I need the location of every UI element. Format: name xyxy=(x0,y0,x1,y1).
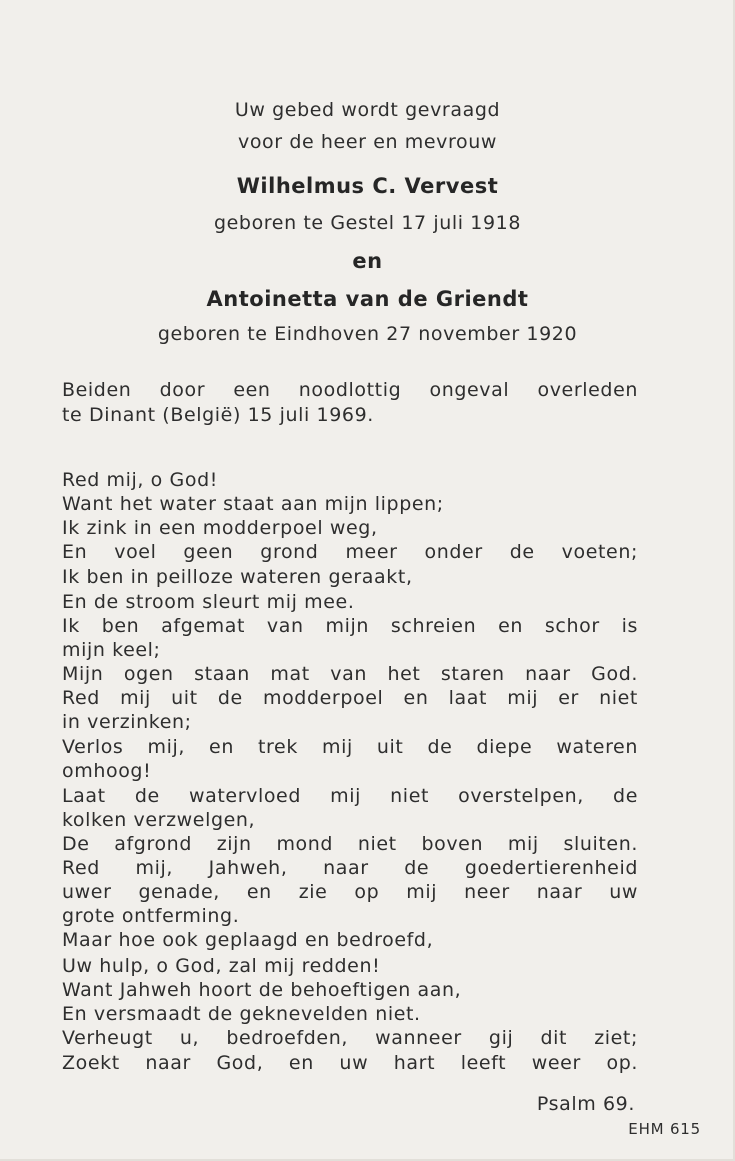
psalm-line: Maar hoe ook geplaagd en bedroefd, xyxy=(62,929,434,951)
psalm-line: En voel geen grond meer onder de voeten; xyxy=(62,541,638,563)
psalm-line: Verheugt u, bedroefden, wanneer gij dit ziet; xyxy=(62,1027,638,1049)
psalm-line: Mijn ogen staan mat van het staren naar God. xyxy=(62,663,638,685)
psalm-line: in verzinken; xyxy=(62,711,192,733)
psalm-line: Verlos mij, en trek mij uit de diepe wateren xyxy=(62,736,638,758)
psalm-line: omhoog! xyxy=(62,760,152,782)
conjunction: en xyxy=(352,249,383,273)
birth-info-1: geboren te Gestel 17 juli 1918 xyxy=(213,212,522,234)
psalm-line: Red mij uit de modderpoel en laat mij er niet xyxy=(62,687,638,709)
deceased-name-1: Wilhelmus C. Vervest xyxy=(236,174,499,198)
psalm-line: Uw hulp, o God, zal mij redden! xyxy=(62,955,381,977)
psalm-line: Red mij, Jahweh, naar de goedertierenheid xyxy=(62,857,638,879)
birth-info-2: geboren te Eindhoven 27 november 1920 xyxy=(157,323,578,345)
psalm-line: grote ontferming. xyxy=(62,905,240,927)
psalm-line: Ik ben in peilloze wateren geraakt, xyxy=(62,566,413,588)
psalm-line: De afgrond zijn mond niet boven mij sluiten. xyxy=(62,833,638,855)
psalm-line: En de stroom sleurt mij mee. xyxy=(62,591,355,613)
psalm-line: Want Jahweh hoort de behoeftigen aan, xyxy=(62,979,462,1001)
psalm-line: Ik zink in een modderpoel weg, xyxy=(62,517,378,539)
psalm-line: Red mij, o God! xyxy=(62,469,218,491)
psalm-reference: Psalm 69. xyxy=(536,1093,635,1115)
death-notice-line-2: te Dinant (België) 15 juli 1969. xyxy=(62,404,374,426)
psalm-line: Zoekt naar God, en uw hart leeft weer op. xyxy=(62,1052,638,1074)
psalm-line: Want het water staat aan mijn lippen; xyxy=(62,493,444,515)
deceased-name-2: Antoinetta van de Griendt xyxy=(206,287,529,311)
print-code: EHM 615 xyxy=(628,1120,701,1138)
psalm-line: kolken verzwelgen, xyxy=(62,809,256,831)
psalm-line: uwer genade, en zie op mij neer naar uw xyxy=(62,881,638,903)
psalm-line: En versmaadt de geknevelden niet. xyxy=(62,1003,421,1025)
addressee-line: voor de heer en mevrouw xyxy=(237,131,498,153)
death-notice-line-1: Beiden door een noodlottig ongeval overleden xyxy=(62,379,638,401)
psalm-line: Laat de watervloed mij niet overstelpen, de xyxy=(62,785,638,807)
psalm-line: mijn keel; xyxy=(62,639,161,661)
psalm-line: Ik ben afgemat van mijn schreien en schor is xyxy=(62,615,638,637)
request-line: Uw gebed wordt gevraagd xyxy=(234,99,501,121)
